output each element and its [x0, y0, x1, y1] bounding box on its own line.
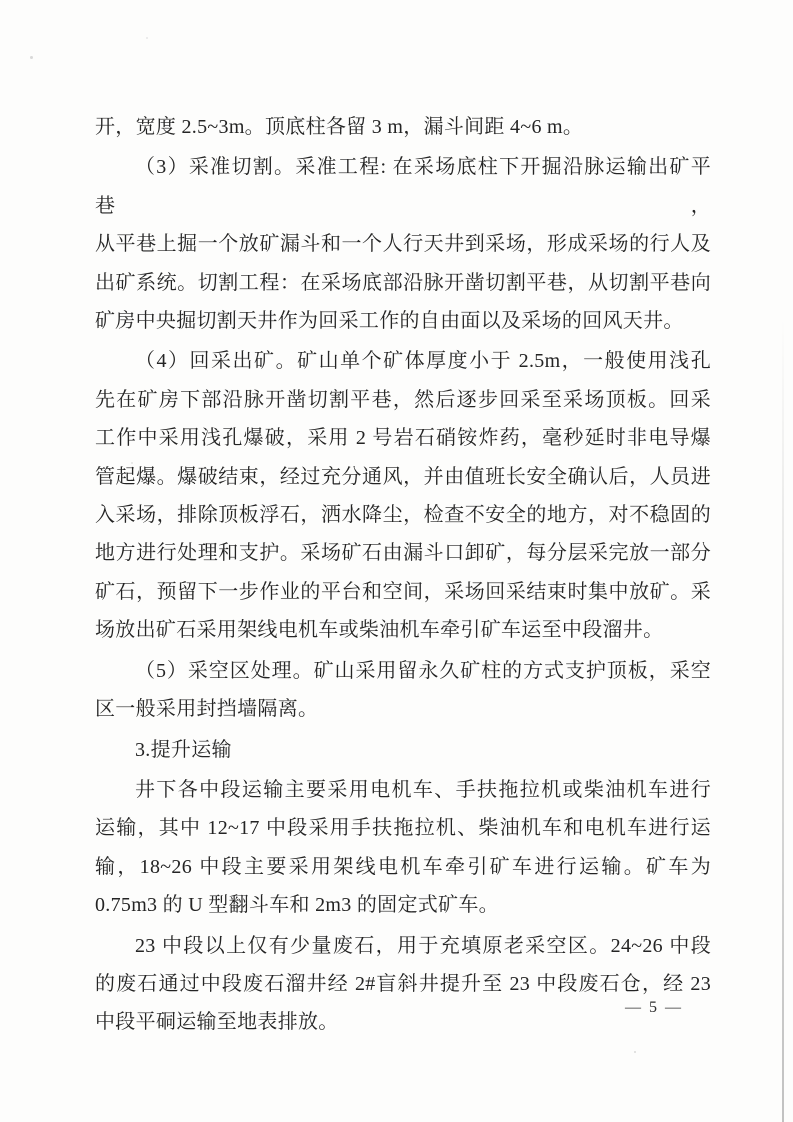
text-line: 开，宽度 2.5~3m。顶底柱各留 3 m，漏斗间距 4~6 m。 [95, 116, 584, 138]
text-line: 3.提升运输 [135, 738, 232, 761]
text-line: 入采场，排除顶板浮石，洒水降尘，检查不安全的地方，对不稳固的 [95, 504, 711, 527]
text-line: （5）采空区处理。矿山采用留永久矿柱的方式支护顶板，采空 [135, 659, 711, 682]
paragraph [95, 342, 711, 649]
document-body [95, 108, 711, 1042]
scan-speck [131, 462, 133, 464]
text-line: 的废石通过中段废石溜井经 2#盲斜井提升至 23 中段废石仓，经 23 [95, 972, 711, 995]
text-line: 中段平硐运输至地表排放。 [95, 1011, 339, 1034]
scan-speck [146, 37, 148, 39]
paragraph [95, 148, 711, 340]
paragraph [95, 771, 711, 925]
text-line: 从平巷上掘一个放矿漏斗和一个人行天井到采场，形成采场的行人及 [95, 233, 711, 256]
text-line: 区一般采用封挡墙隔离。 [95, 698, 319, 721]
scan-edge-shadow [782, 318, 784, 1122]
text-line: 先在矿房下部沿脉开凿切割平巷，然后逐步回采至采场顶板。回采 [95, 388, 711, 411]
text-line: 矿房中央掘切割天井作为回采工作的自由面以及采场的回风天井。 [95, 310, 684, 333]
text-line: 矿石，预留下一步作业的平台和空间，采场回采结束时集中放矿。采 [95, 580, 711, 603]
text-line: （4）回采出矿。矿山单个矿体厚度小于 2.5m，一般使用浅孔 [135, 350, 711, 373]
paragraph [95, 731, 711, 769]
page-number: — 5 — [625, 999, 683, 1016]
text-line: 运输，其中 12~17 中段采用手扶拖拉机、柴油机车和电机车进行运 [95, 817, 711, 840]
text-line: 0.75m3 的 U 型翻斗车和 2m3 的固定式矿车。 [95, 894, 499, 917]
text-line: 工作中采用浅孔爆破，采用 2 号岩石硝铵炸药，毫秒延时非电导爆 [95, 427, 711, 450]
scan-speck [30, 56, 33, 59]
text-line: 场放出矿石采用架线电机车或柴油机车牵引矿车运至中段溜井。 [95, 619, 664, 642]
text-line: 23 中段以上仅有少量废石，用于充填原老采空区。24~26 中段 [135, 934, 711, 957]
paragraph [95, 652, 711, 729]
paragraph [95, 108, 711, 146]
text-line: （3）采准切割。采准工程: 在采场底柱下开掘沿脉运输出矿平巷， [95, 156, 711, 217]
text-line: 井下各中段运输主要采用电机车、手扶拖拉机或柴油机车进行 [135, 778, 711, 801]
text-line: 出矿系统。切割工程：在采场底部沿脉开凿切割平巷，从切割平巷向 [95, 271, 711, 294]
paragraph [95, 927, 711, 1042]
text-line: 管起爆。爆破结束，经过充分通风，并由值班长安全确认后，人员进 [95, 465, 711, 488]
text-line: 地方进行处理和支护。采场矿石由漏斗口卸矿，每分层采完放一部分 [95, 542, 711, 565]
scan-speck [634, 1051, 636, 1053]
text-line: 输，18~26 中段主要采用架线电机车牵引矿车进行运输。矿车为 [95, 855, 711, 878]
